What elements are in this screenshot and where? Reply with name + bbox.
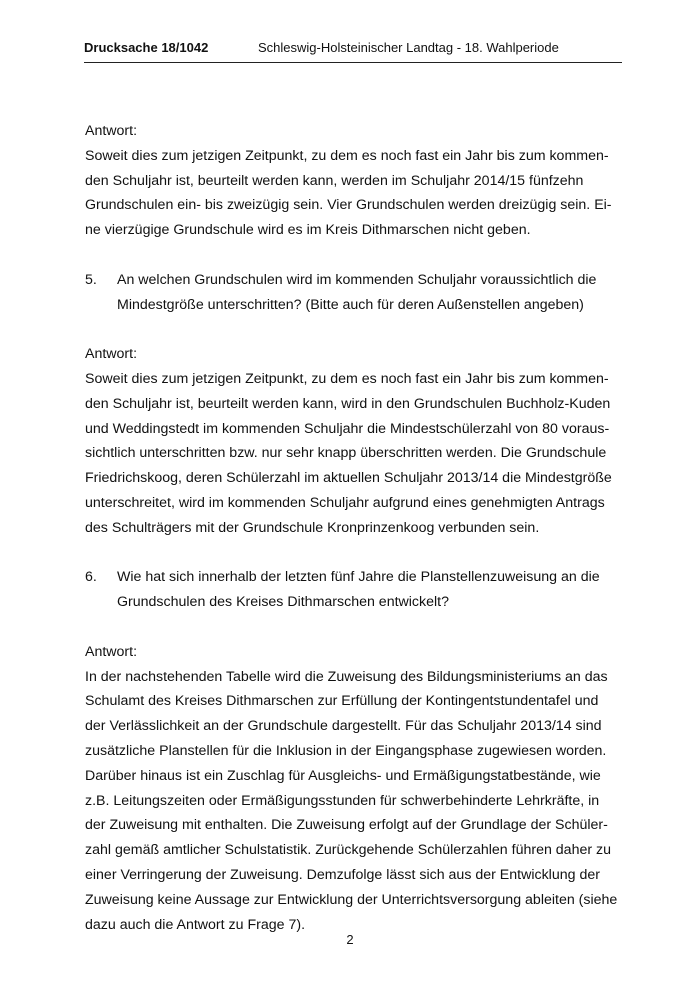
drucksache-number: Drucksache 18/1042 bbox=[84, 40, 209, 55]
answer-text-line: und Weddingstedt im kommenden Schuljahr die Mindestschülerzahl von 80 voraus- bbox=[85, 420, 610, 437]
answer-label: Antwort: bbox=[85, 123, 138, 139]
answer-text-line: zahl gemäß amtlicher Schulstatistik. Zurückgehende Schülerzahlen führen daher zu bbox=[85, 842, 612, 859]
answer-text-line: den Schuljahr ist, beurteilt werden kann, werden im Schuljahr 2014/15 fünfzehn bbox=[85, 172, 584, 189]
question-number: 5. bbox=[85, 271, 97, 288]
answer-text-line: der Verlässlichkeit an der Grundschule dargestellt. Für das Schuljahr 2013/14 sind bbox=[85, 718, 602, 735]
paragraph-gap bbox=[85, 615, 621, 640]
question-text-line: Wie hat sich innerhalb der letzten fünf Jahre die Planstellenzuweisung an die bbox=[117, 569, 600, 586]
answer-text-line: zusätzliche Planstellen für die Inklusion in der Eingangsphase zugewiesen worden. bbox=[85, 742, 607, 759]
answer-text-line: Schulamt des Kreises Dithmarschen zur Erfüllung der Kontingentstundentafel und bbox=[85, 693, 599, 710]
answer-text-line: Soweit dies zum jetzigen Zeitpunkt, zu dem es noch fast ein Jahr bis zum kommen- bbox=[85, 370, 609, 387]
answer-text-line: der Zuweisung mit enthalten. Die Zuweisung erfolgt auf der Grundlage der Schüler- bbox=[85, 817, 608, 834]
document-body bbox=[85, 119, 621, 937]
question-number: 6. bbox=[85, 569, 97, 586]
answer-block bbox=[85, 119, 621, 243]
paragraph-gap bbox=[85, 243, 621, 268]
answer-text-line: Darüber hinaus ist ein Zuschlag für Ausgleichs- und Ermäßigungstatbestände, wie bbox=[85, 767, 601, 784]
answer-label: Antwort: bbox=[85, 643, 138, 660]
page-header bbox=[84, 36, 622, 63]
answer-text-line: Friedrichskoog, deren Schülerzahl im aktuellen Schuljahr 2013/14 die Mindestgröße bbox=[85, 470, 612, 487]
question-block bbox=[85, 565, 621, 615]
answer-text-line: ne vierzügige Grundschule wird es im Kreis Dithmarschen nicht geben. bbox=[85, 222, 531, 239]
question-block bbox=[85, 268, 621, 318]
answer-text-line: Zuweisung keine Aussage zur Entwicklung der Unterrichtsversorgung ableiten (siehe bbox=[85, 891, 618, 908]
answer-text-line: des Schulträgers mit der Grundschule Kronprinzenkoog verbunden sein. bbox=[85, 519, 540, 536]
answer-text-line: Soweit dies zum jetzigen Zeitpunkt, zu dem es noch fast ein Jahr bis zum kommen- bbox=[85, 147, 609, 164]
answer-block bbox=[85, 342, 621, 540]
parliament-title: Schleswig-Holsteinischer Landtag - 18. Wahlperiode bbox=[258, 40, 559, 55]
answer-block bbox=[85, 640, 621, 938]
answer-text-line: unterschreitet, wird im kommenden Schuljahr aufgrund eines genehmigten Antrags bbox=[85, 494, 605, 511]
answer-text-line: einer Verringerung der Zuweisung. Demzufolge lässt sich aus der Entwicklung der bbox=[85, 866, 600, 883]
question-text-line: Grundschulen des Kreises Dithmarschen entwickelt? bbox=[117, 594, 449, 611]
page-number: 2 bbox=[346, 932, 354, 947]
question-text-line: An welchen Grundschulen wird im kommenden Schuljahr voraussichtlich die bbox=[117, 271, 597, 288]
answer-label: Antwort: bbox=[85, 346, 138, 363]
answer-text-line: In der nachstehenden Tabelle wird die Zuweisung des Bildungsministeriums an das bbox=[85, 668, 608, 685]
question-text-line: Mindestgröße unterschritten? (Bitte auch für deren Außenstellen angeben) bbox=[117, 296, 584, 313]
answer-text-line: dazu auch die Antwort zu Frage 7). bbox=[85, 916, 306, 933]
answer-text-line: sichtlich unterschritten bzw. nur sehr knapp überschritten werden. Die Grundschule bbox=[85, 445, 607, 462]
answer-text-line: Grundschulen ein- bis zweizügig sein. Vier Grundschulen werden dreizügig sein. Ei- bbox=[85, 197, 612, 214]
answer-text-line: den Schuljahr ist, beurteilt werden kann, wird in den Grundschulen Buchholz-Kuden bbox=[85, 395, 611, 412]
paragraph-gap bbox=[85, 541, 621, 566]
paragraph-gap bbox=[85, 317, 621, 342]
answer-text-line: z.B. Leitungszeiten oder Ermäßigungsstunden für schwerbehinderte Lehrkräfte, in bbox=[85, 792, 600, 809]
